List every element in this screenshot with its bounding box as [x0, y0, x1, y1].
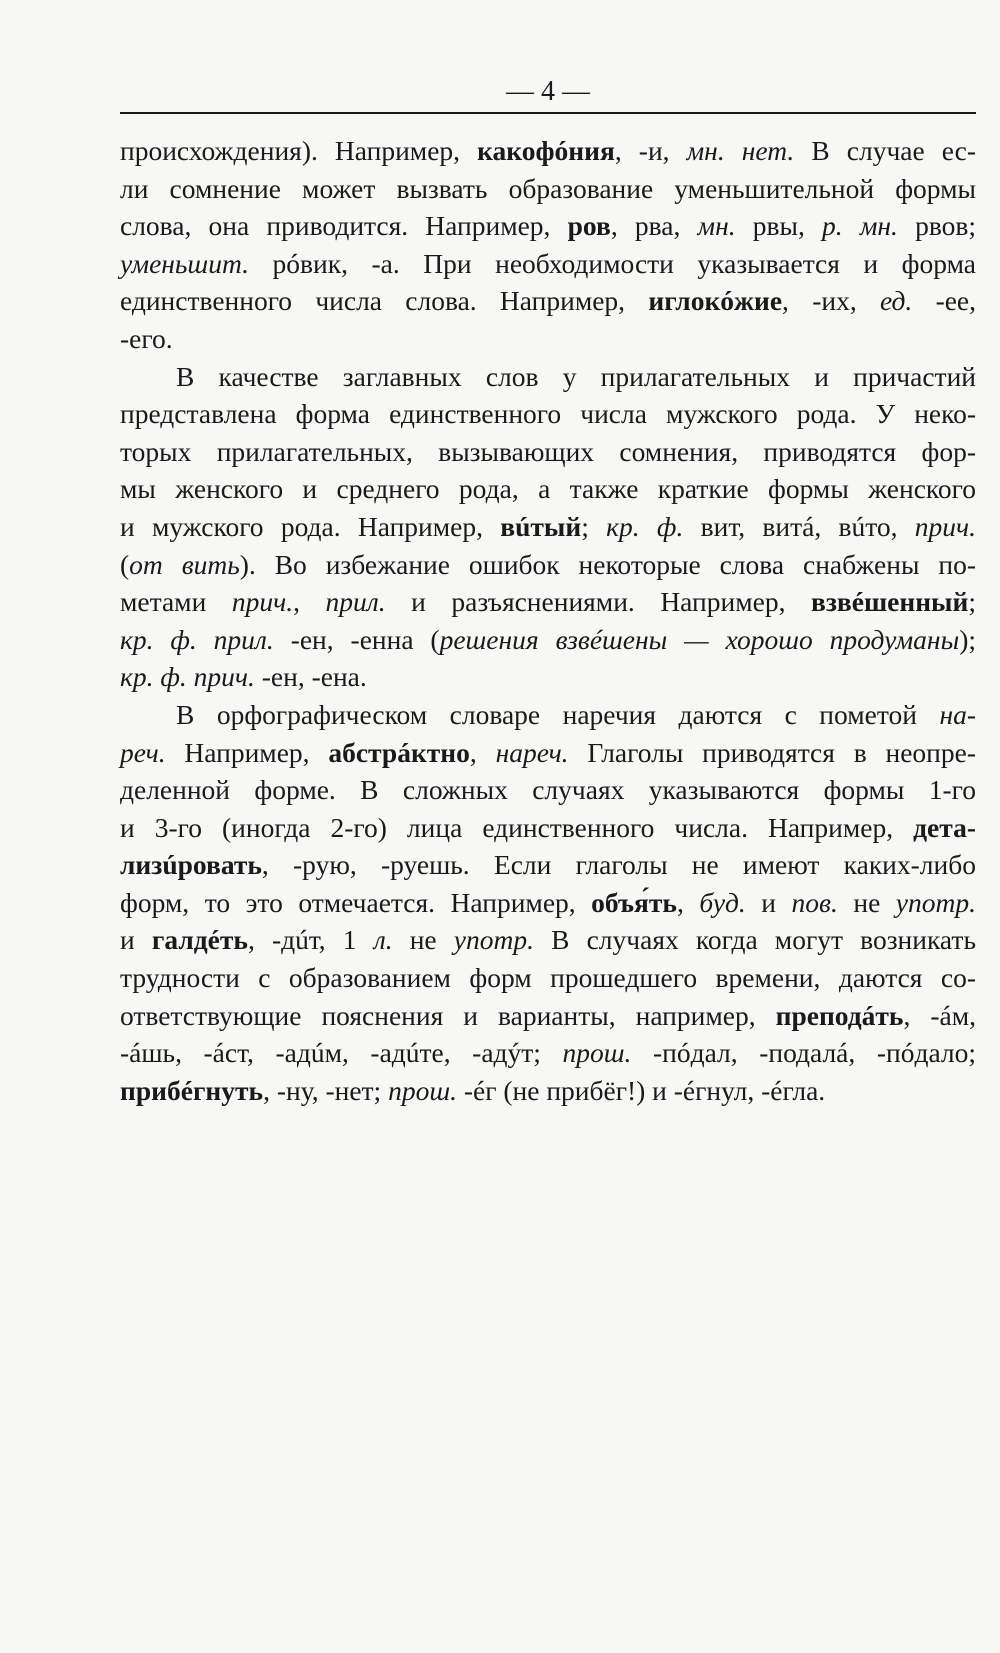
label-italic: уменьшит.	[120, 247, 250, 279]
text-run: -éг (не прибёг!) и -éгнул, -éгла.	[456, 1074, 826, 1106]
text-run: трудности с образованием форм прошедшего времени, даются со-	[120, 962, 976, 994]
paragraph	[120, 132, 976, 358]
label-italic: прош.	[562, 1037, 632, 1069]
text-run: и 3-го (иногда 2-го) лица единственного числа. Например,	[120, 811, 914, 843]
label-italic: мн. нет.	[686, 135, 795, 166]
text-line	[120, 170, 976, 208]
text-run: рóвик, -а. При необходимости указывается и форма	[249, 247, 976, 279]
text-run: происхождения). Например,	[120, 135, 478, 166]
label-italic: употр.	[453, 924, 534, 956]
text-run: ,	[676, 886, 700, 918]
text-line	[120, 771, 976, 809]
text-line	[120, 358, 976, 396]
headword: иглокóжие	[648, 285, 783, 317]
label-italic: прич.	[231, 586, 294, 618]
label-italic: р. мн.	[822, 210, 898, 242]
text-run: ). Во избежание ошибок некоторые слова снабжены по-	[239, 548, 976, 580]
text-run: ,	[293, 586, 326, 618]
label-italic: употр.	[895, 886, 976, 918]
text-run: , рва,	[610, 210, 698, 242]
headword: ров	[567, 210, 611, 242]
label-italic: прил.	[325, 586, 386, 618]
text-run: слова, она приводится. Например,	[120, 210, 568, 242]
text-run: и мужского рода. Например,	[120, 510, 501, 542]
text-run: -áшь, -áст, -адúм, -адúте, -адýт;	[120, 1037, 563, 1069]
text-line	[120, 846, 976, 884]
text-run: , -рую, -руешь. Если глаголы не имеют каких-либо	[261, 849, 976, 881]
text-run: и	[120, 924, 152, 956]
text-run: В случае ес-	[794, 135, 977, 166]
paragraph	[120, 358, 976, 696]
text-run: В случаях когда могут возникать	[533, 924, 976, 956]
label-italic: реч.	[120, 736, 166, 768]
text-run: , -дúт, 1	[247, 924, 374, 956]
text-line	[120, 320, 976, 358]
page-header	[120, 72, 976, 116]
text-run: -ее,	[912, 285, 977, 317]
text-run: -его.	[120, 322, 173, 354]
text-run: рвов;	[897, 210, 977, 242]
label-italic: кр. ф.	[606, 510, 684, 542]
page-number: — 4 —	[506, 76, 590, 107]
text-line	[120, 959, 976, 997]
text-line	[120, 508, 976, 546]
text-run: , -ну, -нет;	[263, 1074, 389, 1106]
text-run: форм, то это отмечается. Например,	[120, 886, 592, 918]
text-run: , -áм,	[903, 999, 976, 1031]
text-line	[120, 734, 976, 772]
text-run: ,	[469, 736, 496, 768]
label-italic: решения взвéшены — хорошо продуманы	[439, 623, 960, 655]
label-italic: на-	[939, 698, 976, 730]
text-run: и разъяснениями. Например,	[385, 586, 811, 618]
headword: вúтый	[500, 510, 582, 542]
text-run: не	[392, 924, 454, 956]
text-line	[120, 132, 976, 170]
label-italic: нареч.	[495, 736, 569, 768]
label-italic: прош.	[388, 1074, 457, 1106]
text-line	[120, 1072, 976, 1110]
text-line	[120, 470, 976, 508]
text-line	[120, 809, 976, 847]
label-italic: кр. ф. прил.	[120, 623, 274, 655]
text-run: -пóдал, -подалá, -пóдало;	[631, 1037, 977, 1069]
headword: галдéть	[151, 924, 248, 956]
label-italic: от вить	[129, 548, 240, 580]
header-rule	[120, 112, 976, 114]
text-run: В орфографическом словаре наречия даются с пометой	[176, 698, 940, 730]
label-italic: л.	[373, 924, 393, 956]
headword: дета-	[913, 811, 976, 843]
label-italic: прич.	[914, 510, 977, 542]
label-italic: пов.	[791, 886, 838, 918]
text-run: ;	[968, 586, 977, 618]
text-run: ;	[581, 510, 607, 542]
headword: лизúровать	[120, 849, 262, 881]
text-line	[120, 245, 976, 283]
text-run: , -и,	[614, 135, 687, 166]
text-line	[120, 621, 976, 659]
text-line	[120, 207, 976, 245]
text-run: вит, витá, вúто,	[683, 510, 915, 542]
paragraph	[120, 696, 976, 1110]
headword: абстрáктно	[328, 736, 470, 768]
text-run: и	[745, 886, 792, 918]
label-italic: мн.	[697, 210, 736, 242]
text-run: не	[837, 886, 896, 918]
headword: преподáть	[775, 999, 904, 1031]
headword: прибéгнуть	[120, 1074, 264, 1106]
text-run: ли сомнение может вызвать образование уменьшительной формы	[120, 172, 976, 204]
text-run: деленной форме. В сложных случаях указываются формы 1-го	[120, 774, 976, 806]
label-italic: кр. ф. прич.	[120, 661, 255, 693]
label-italic: буд.	[699, 886, 746, 918]
headword: какофóния	[477, 135, 615, 166]
text-run: , -их,	[782, 285, 880, 317]
text-line	[120, 282, 976, 320]
body-text	[120, 132, 976, 1109]
text-line	[120, 696, 976, 734]
text-run: ответствующие пояснения и варианты, например,	[120, 999, 776, 1031]
text-run: представлена форма единственного числа мужского рода. У неко-	[120, 398, 976, 430]
text-run: метами	[120, 586, 232, 618]
text-run: единственного числа слова. Например,	[120, 285, 649, 317]
text-line	[120, 921, 976, 959]
text-line	[120, 583, 976, 621]
text-run: -ен, -ена.	[254, 661, 367, 693]
text-line	[120, 1034, 976, 1072]
text-line	[120, 395, 976, 433]
text-run: мы женского и среднего рода, а также краткие формы женского	[120, 473, 976, 505]
text-run: Глаголы приводятся в неопре-	[568, 736, 977, 768]
headword: взвéшенный	[810, 586, 969, 618]
headword: объя́ть	[591, 886, 677, 918]
text-line	[120, 546, 976, 584]
text-run: Например,	[165, 736, 329, 768]
text-run: рвы,	[735, 210, 823, 242]
text-run: -ен, -енна (	[273, 623, 440, 655]
text-run: (	[120, 548, 130, 580]
text-line	[120, 433, 976, 471]
label-italic: ед.	[879, 285, 913, 317]
text-run: торых прилагательных, вызывающих сомнения, приводятся фор-	[120, 435, 976, 467]
text-line	[120, 997, 976, 1035]
text-line	[120, 884, 976, 922]
text-run: );	[959, 623, 976, 655]
text-run: В качестве заглавных слов у прилагательных и причастий	[176, 360, 976, 392]
text-line	[120, 658, 976, 696]
